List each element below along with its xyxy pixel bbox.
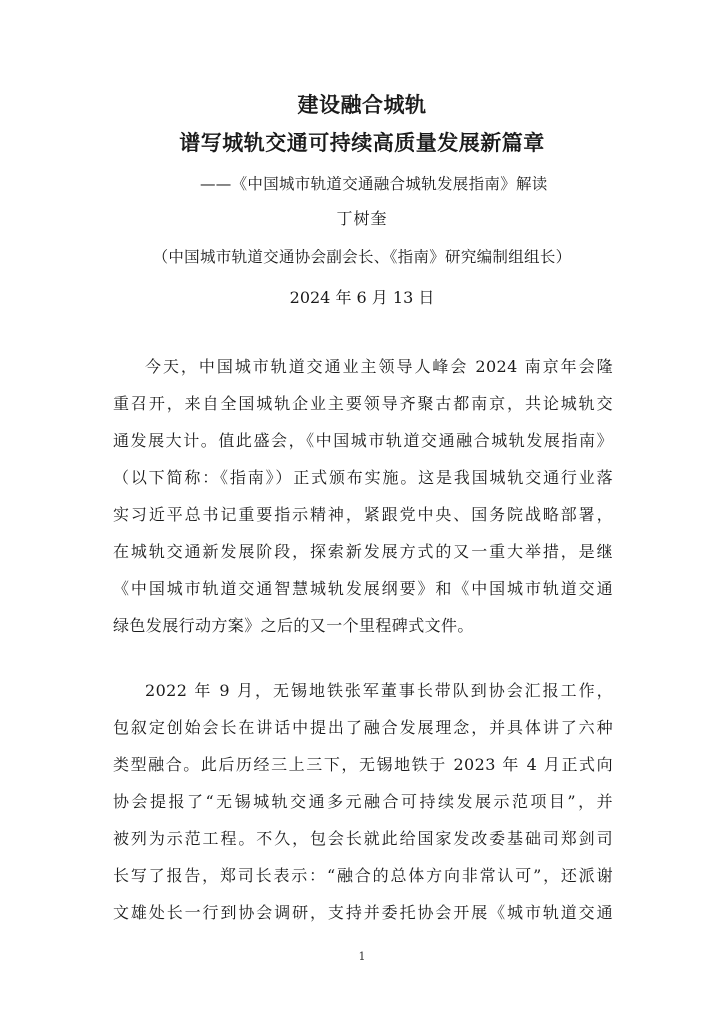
paragraph-1-line: 实习近平总书记重要指示精神，紧跟党中央、国务院战略部署， bbox=[113, 505, 613, 524]
paragraph-2-line: 包叙定创始会长在讲话中提出了融合发展理念，并具体讲了六种 bbox=[113, 718, 613, 737]
paragraph-1-line: 在城轨交通新发展阶段，探索新发展方式的又一重大举措，是继 bbox=[113, 542, 613, 561]
subtitle: ——《中国城市轨道交通融合城轨发展指南》解读 bbox=[200, 175, 548, 193]
paragraph-1-line: 今天，中国城市轨道交通业主领导人峰会 2024 南京年会隆 bbox=[145, 357, 613, 376]
paragraph-1-line: 绿色发展行动方案》之后的又一个里程碑式文件。 bbox=[113, 616, 474, 635]
title-line-1: 建设融合城轨 bbox=[297, 92, 427, 117]
page-number: 1 bbox=[358, 950, 366, 963]
paragraph-2-line: 被列为示范工程。不久，包会长就此给国家发改委基础司郑剑司 bbox=[113, 829, 613, 848]
paragraph-2-line: 类型融合。此后历经三上三下，无锡地铁于 2023 年 4 月正式向 bbox=[113, 755, 613, 774]
paragraph-2-line: 文雄处长一行到协会调研，支持并委托协会开展《城市轨道交通 bbox=[113, 903, 613, 922]
author-name: 丁树奎 bbox=[336, 209, 388, 228]
paragraph-1-line: 重召开，来自全国城轨企业主要领导齐聚古都南京，共论城轨交 bbox=[113, 394, 613, 413]
paragraph-1-line: 《中国城市轨道交通智慧城轨发展纲要》和《中国城市轨道交通 bbox=[113, 579, 613, 598]
paragraph-1-line: 通发展大计。值此盛会，《中国城市轨道交通融合城轨发展指南》 bbox=[113, 431, 613, 450]
author-role: （中国城市轨道交通协会副会长、《指南》研究编制组组长） bbox=[152, 248, 572, 266]
paragraph-2-line: 2022 年 9 月，无锡地铁张军董事长带队到协会汇报工作， bbox=[145, 681, 613, 700]
paragraph-1-line: （以下简称：《指南》）正式颁布实施。这是我国城轨交通行业落 bbox=[113, 468, 613, 487]
paragraph-2-line: 长写了报告，郑司长表示：“融合的总体方向非常认可”，还派谢 bbox=[113, 866, 613, 885]
publication-date: 2024 年 6 月 13 日 bbox=[289, 288, 435, 307]
title-line-2: 谱写城轨交通可持续高质量发展新篇章 bbox=[179, 130, 545, 155]
paragraph-2-line: 协会提报了“无锡城轨交通多元融合可持续发展示范项目”，并 bbox=[113, 792, 613, 811]
